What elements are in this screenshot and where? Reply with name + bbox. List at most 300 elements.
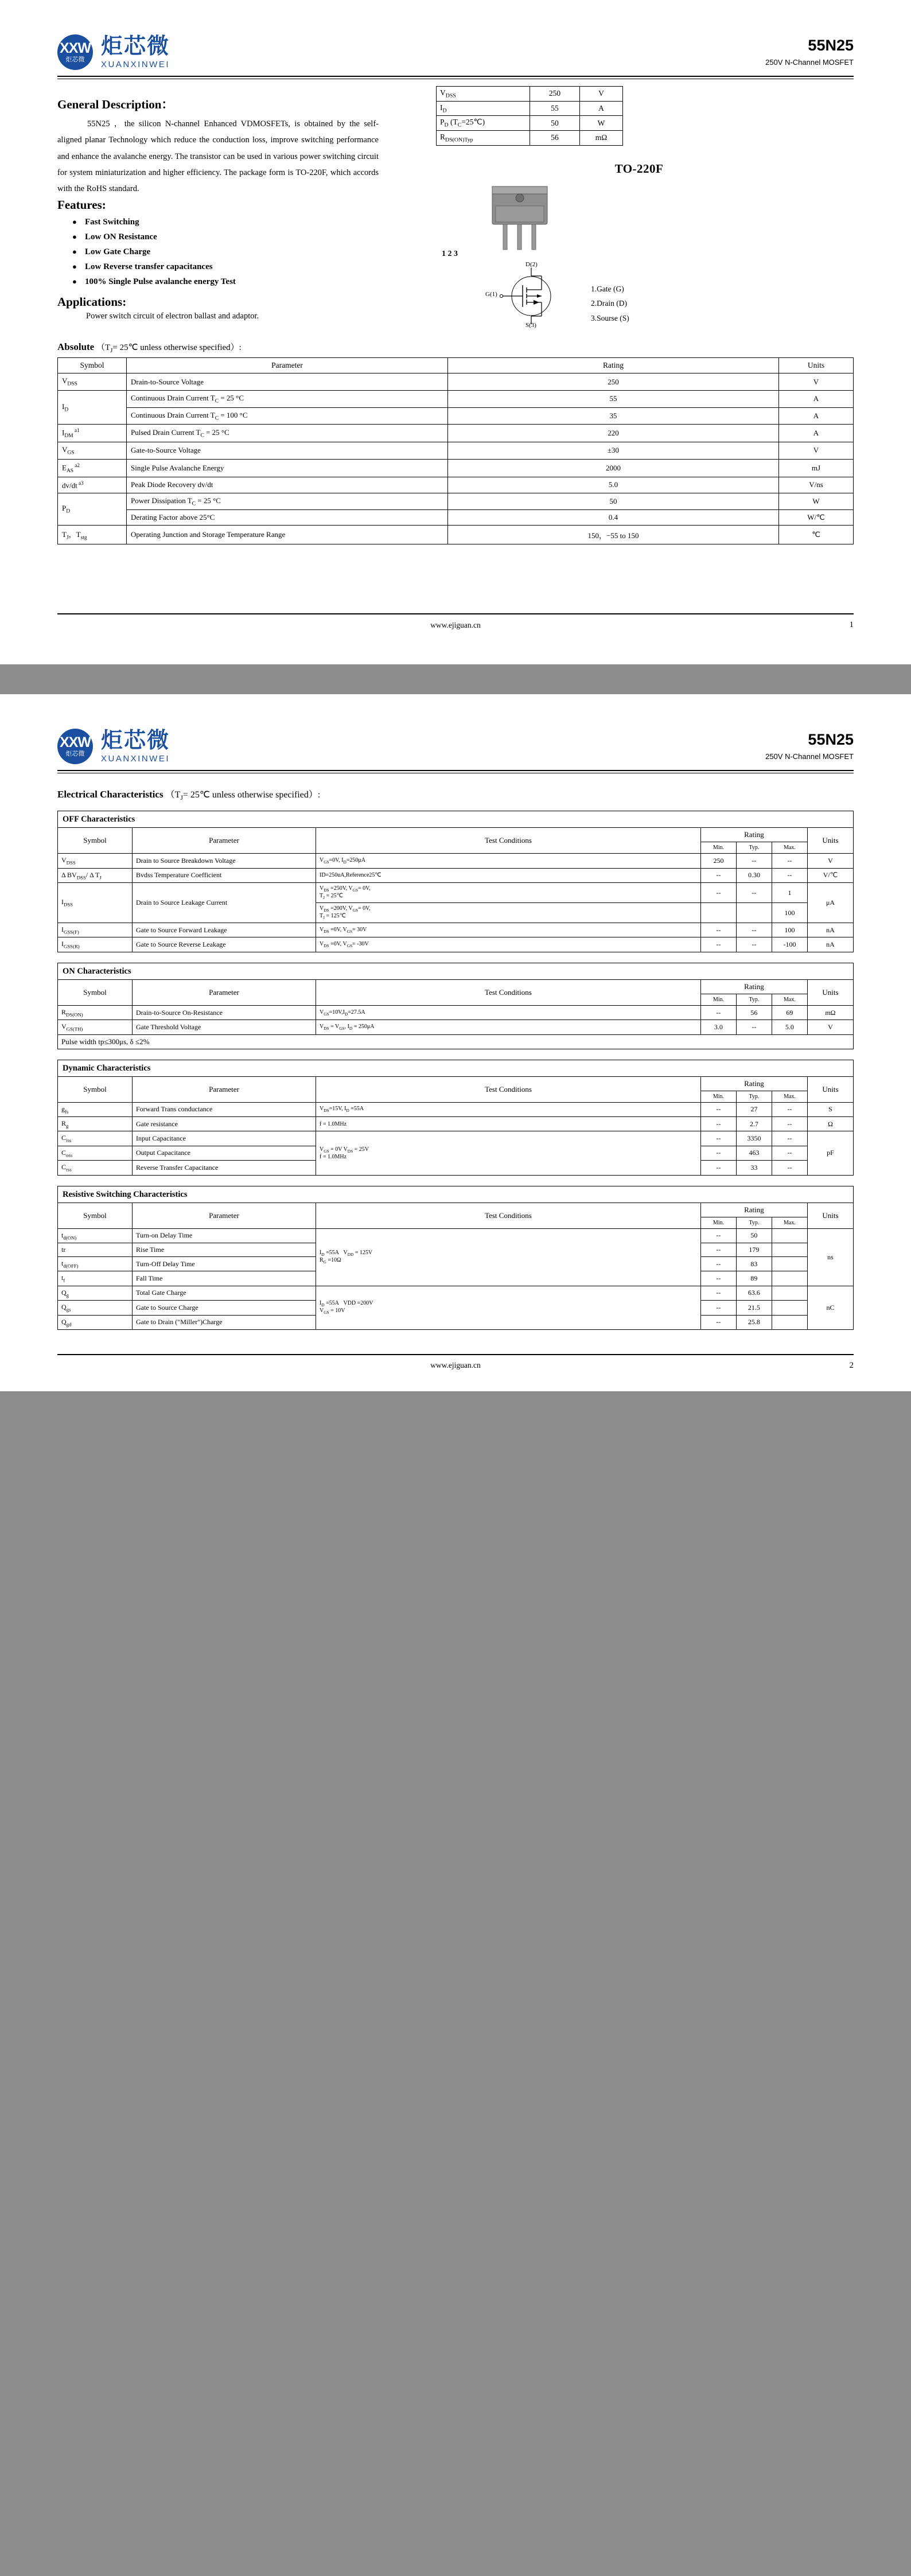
row-min: -- (700, 1315, 736, 1329)
row-max: -100 (772, 937, 807, 952)
row-max: -- (772, 868, 807, 882)
row-symbol: $C_{iss}$ (58, 1131, 133, 1146)
column-header-symbol: Symbol (58, 979, 133, 1005)
page-1 (0, 0, 911, 664)
row-max: -- (772, 1116, 807, 1131)
row-min: -- (700, 1005, 736, 1019)
row-max (772, 1243, 807, 1256)
table-row (437, 87, 623, 102)
row-min: -- (700, 923, 736, 937)
table-row (58, 1116, 854, 1131)
row-symbol: $V_{DSS}$ (58, 854, 133, 868)
row-units: pF (807, 1131, 853, 1175)
row-parameter: Bvdss Temperature Coefficient (133, 868, 316, 882)
electrical-characteristics-caption (57, 787, 854, 801)
row-typ: 89 (736, 1271, 772, 1286)
row-min: -- (700, 883, 736, 903)
switching-characteristics-table (57, 1186, 854, 1330)
row-typ: 25.8 (736, 1315, 772, 1329)
row-symbol: $Q_{gs}$ (58, 1301, 133, 1315)
applications-text: Power switch circuit of electron ballast and adaptor. (86, 312, 259, 321)
row-units: nA (807, 937, 853, 952)
row-symbol: $I_{GSS(R)}$ (58, 937, 133, 952)
row-typ: 463 (736, 1146, 772, 1160)
row-min (700, 903, 736, 923)
general-description-body (57, 116, 379, 197)
dynamic-characteristics-caption: Dynamic Characteristics (63, 1063, 151, 1073)
row-units: A (779, 407, 854, 425)
absolute-ratings-caption-bold: Absolute (57, 341, 95, 353)
row-min: -- (700, 1243, 736, 1256)
quick-spec-value: 50 (530, 116, 580, 131)
row-parameter: Derating Factor above 25°C (127, 510, 448, 526)
row-units: V (779, 442, 854, 460)
logo-badge-initials: XXW (60, 734, 91, 751)
row-symbol: Δ $BV_{DSS}/$ Δ $T_J$ (58, 868, 133, 882)
row-symbol: $P_D$ (58, 493, 127, 526)
table-row (58, 1286, 854, 1300)
row-test-conditions: f = 1.0MHz (316, 1116, 701, 1131)
row-units: ns (807, 1228, 853, 1286)
row-parameter: Drain to Source Breakdown Voltage (133, 854, 316, 868)
row-min: -- (700, 1271, 736, 1286)
row-rating: 5.0 (448, 477, 779, 493)
features-title: Features: (57, 198, 106, 212)
absolute-ratings-caption (57, 341, 854, 354)
row-units: nC (807, 1286, 853, 1329)
header-divider (57, 76, 854, 77)
column-header-units: Units (807, 828, 853, 854)
table-row (58, 1034, 854, 1049)
row-symbol: dv/dt $^{a3}$ (58, 477, 127, 493)
dynamic-characteristics-table (57, 1060, 854, 1176)
row-parameter: Continuous Drain Current $T_C = 100$ °C (127, 407, 448, 425)
table-caption-row (58, 1060, 854, 1076)
row-typ: 2.7 (736, 1116, 772, 1131)
electrical-characteristics-title: Electrical Characteristics (57, 789, 163, 800)
column-header-typ: Typ. (736, 994, 772, 1005)
column-header-rating: Rating (448, 358, 779, 373)
row-parameter: Output Capacitance (133, 1146, 316, 1160)
row-min: -- (700, 1301, 736, 1315)
row-parameter: Power Dissipation $T_C = 25$ °C (127, 493, 448, 510)
row-units: μA (807, 883, 853, 923)
general-description-text: 55N25 ，the silicon N-channel Enhanced VDMOSFETs, is obtained by the self-aligned planar Technology which reduce the conduction loss, improve switching performance and enhance the avalanche energy. The transistor can be used in various power switching circuit for system miniaturization and higher efficiency. The package form is TO-220F, which accords with the RoHS standard. (57, 119, 379, 194)
row-parameter: Pulsed Drain Current $T_C = 25$ °C (127, 425, 448, 442)
column-header-typ: Typ. (736, 842, 772, 854)
row-max (772, 1301, 807, 1315)
row-parameter: Drain-to-Source On-Resistance (133, 1005, 316, 1019)
row-typ: 50 (736, 1228, 772, 1243)
quick-spec-unit: A (580, 101, 623, 116)
row-symbol: $C_{oss}$ (58, 1146, 133, 1160)
column-header-symbol: Symbol (58, 358, 127, 373)
column-header-max: Max. (772, 994, 807, 1005)
row-rating: ±30 (448, 442, 779, 460)
general-description-title: General Description： (57, 98, 174, 111)
quick-spec-value: 56 (530, 131, 580, 146)
row-parameter: Reverse Transfer Capacitance (133, 1161, 316, 1175)
table-row (58, 1228, 854, 1243)
row-symbol: $V_{GS}$ (58, 442, 127, 460)
column-header-typ: Typ. (736, 1217, 772, 1228)
row-units: V (779, 373, 854, 391)
column-header-symbol: Symbol (58, 1203, 133, 1228)
row-max: -- (772, 1146, 807, 1160)
row-max: -- (772, 1161, 807, 1175)
row-units: V (807, 854, 853, 868)
logo-badge-icon (57, 729, 93, 764)
row-parameter: Gate to Source Reverse Leakage (133, 937, 316, 952)
column-header-test-conditions: Test Conditions (316, 1203, 701, 1228)
row-test-conditions: $V_{DS} =200V$, $V_{GS}= 0V$, $T_J$ = 125℃ (316, 903, 701, 923)
row-parameter: Peak Diode Recovery dv/dt (127, 477, 448, 493)
row-units: A (779, 425, 854, 442)
row-max: 100 (772, 923, 807, 937)
table-row (58, 854, 854, 868)
table-caption-row (58, 1186, 854, 1203)
schematic-gate-label: G(1) (485, 290, 497, 298)
package-name: TO-220F (614, 161, 664, 176)
table-row (58, 1005, 854, 1019)
list-item: ● Fast Switching (72, 217, 413, 227)
column-header-test-conditions: Test Conditions (316, 979, 701, 1005)
row-min: -- (700, 1116, 736, 1131)
row-symbol: $Q_{gd}$ (58, 1315, 133, 1329)
column-header-max: Max. (772, 1091, 807, 1102)
row-symbol: $V_{DSS}$ (58, 373, 127, 391)
row-parameter: Total Gate Charge (133, 1286, 316, 1300)
mosfet-schematic-icon (458, 264, 607, 328)
column-header-units: Units (807, 979, 853, 1005)
row-parameter: Drain to Source Leakage Current (133, 883, 316, 923)
column-header-parameter: Parameter (133, 979, 316, 1005)
page-separator (0, 664, 911, 694)
logo-badge-initials: XXW (60, 40, 91, 56)
column-header-rating: Rating (700, 828, 807, 842)
row-symbol: $I_D$ (58, 390, 127, 424)
company-logo (57, 34, 170, 70)
row-symbol: $I_{DSS}$ (58, 883, 133, 923)
row-test-conditions: $I_D =55A$ $V_{DD} = 125V$ $R_G =10\Omega$ (316, 1228, 701, 1286)
table-row (437, 131, 623, 146)
footer-page-number: 1 (849, 620, 854, 630)
header-part-number: 55N25 (808, 37, 854, 54)
row-parameter: Fall Time (133, 1271, 316, 1286)
row-parameter: Gate Threshold Voltage (133, 1020, 316, 1034)
page-header (57, 34, 854, 70)
row-min: 250 (700, 854, 736, 868)
row-parameter: Gate to Drain ("Miller")Charge (133, 1315, 316, 1329)
row-symbol: $C_{rss}$ (58, 1161, 133, 1175)
column-header-test-conditions: Test Conditions (316, 828, 701, 854)
row-parameter: Continuous Drain Current $T_C = 25$ °C (127, 390, 448, 407)
applications-title: Applications: (57, 295, 127, 309)
table-row (58, 526, 854, 544)
row-test-conditions: $V_{GS} = 0V$ $V_{DS} = 25V$ f = 1.0MHz (316, 1131, 701, 1175)
table-row (437, 116, 623, 131)
row-typ: -- (736, 883, 772, 903)
row-min: -- (700, 1286, 736, 1300)
row-parameter: Turn-Off Delay Time (133, 1256, 316, 1271)
row-symbol: $V_{GS(TH)}$ (58, 1020, 133, 1034)
logo-badge-cn: 炬芯微 (65, 750, 85, 758)
row-max: -- (772, 1131, 807, 1146)
row-max (772, 1228, 807, 1243)
logo-company-en: XUANXINWEI (101, 59, 170, 69)
table-row (58, 425, 854, 442)
column-header-parameter: Parameter (133, 828, 316, 854)
row-typ: -- (736, 937, 772, 952)
row-typ: 33 (736, 1161, 772, 1175)
row-rating: 50 (448, 493, 779, 510)
logo-text (101, 729, 170, 764)
row-symbol: $T_J$，$T_{stg}$ (58, 526, 127, 544)
row-max: 5.0 (772, 1020, 807, 1034)
row-symbol: $E_{AS}$ $^{a2}$ (58, 459, 127, 477)
row-typ: 27 (736, 1102, 772, 1116)
table-row (58, 373, 854, 391)
row-rating: 2000 (448, 459, 779, 477)
column-header-rating: Rating (700, 1203, 807, 1217)
row-parameter: Operating Junction and Storage Temperature Range (127, 526, 448, 544)
footer-url[interactable]: www.ejiguan.cn (430, 620, 481, 629)
row-symbol: $I_{DM}$ $^{a1}$ (58, 425, 127, 442)
row-min: -- (700, 1102, 736, 1116)
column-header-typ: Typ. (736, 1091, 772, 1102)
package-drawing (425, 181, 854, 329)
row-typ: 0.30 (736, 868, 772, 882)
row-units: mJ (779, 459, 854, 477)
table-header-row (58, 1076, 854, 1091)
company-logo (57, 729, 170, 764)
table-row (58, 390, 854, 407)
row-max (772, 1286, 807, 1300)
row-parameter: Single Pulse Avalanche Energy (127, 459, 448, 477)
row-units: W/℃ (779, 510, 854, 526)
row-min: -- (700, 1228, 736, 1243)
row-typ: 56 (736, 1005, 772, 1019)
row-parameter: Input Capacitance (133, 1131, 316, 1146)
row-test-conditions: $V_{GS}=10V,I_D=27.5A$ (316, 1005, 701, 1019)
row-rating: 55 (448, 390, 779, 407)
footer-page-number: 2 (849, 1360, 854, 1370)
row-units: V (807, 1020, 853, 1034)
row-max: 1 (772, 883, 807, 903)
schematic-source-label: S(3) (525, 321, 536, 329)
on-characteristics-table (57, 963, 854, 1049)
page-footer (57, 1354, 854, 1371)
row-parameter: Gate resistance (133, 1116, 316, 1131)
schematic-drain-label: D(2) (525, 260, 538, 268)
row-parameter: Gate to Source Charge (133, 1301, 316, 1315)
row-parameter: Forward Trans conductance (133, 1102, 316, 1116)
row-max (772, 1315, 807, 1329)
electrical-characteristics-condition: （$T_J=$ 25℃ unless otherwise specified）: (165, 790, 321, 802)
column-header-min: Min. (700, 1091, 736, 1102)
row-rating: 220 (448, 425, 779, 442)
row-typ: -- (736, 854, 772, 868)
row-test-conditions: $V_{DS} =0V$, $V_{GS}= -30V$ (316, 937, 701, 952)
list-item: ● Low ON Resistance (72, 232, 413, 242)
column-header-rating: Rating (700, 1076, 807, 1091)
table-row (58, 442, 854, 460)
row-parameter: Drain-to-Source Voltage (127, 373, 448, 391)
row-max: -- (772, 854, 807, 868)
header-part-number: 55N25 (808, 731, 854, 749)
quick-spec-symbol: $P_D$ $(T_C=25℃)$ (437, 116, 530, 131)
row-symbol: $g_{fs}$ (58, 1102, 133, 1116)
header-part-info (765, 729, 854, 761)
quick-spec-table (436, 86, 623, 146)
quick-spec-symbol: $I_D$ (437, 101, 530, 116)
off-characteristics-table (57, 811, 854, 952)
table-caption-row (58, 963, 854, 979)
row-symbol: tr (58, 1243, 133, 1256)
table-row (58, 1131, 854, 1146)
logo-company-en: XUANXINWEI (101, 754, 170, 764)
quick-spec-value: 55 (530, 101, 580, 116)
row-min: -- (700, 868, 736, 882)
row-symbol: $R_{DS(ON)}$ (58, 1005, 133, 1019)
row-test-conditions: $V_{DS} = V_{GS}$, $I_D = 250\mu A$ (316, 1020, 701, 1034)
header-part-subtitle: 250V N-Channel MOSFET (765, 752, 854, 761)
row-min: 3.0 (700, 1020, 736, 1034)
quick-spec-unit: V (580, 87, 623, 102)
row-typ (736, 903, 772, 923)
row-min: -- (700, 1161, 736, 1175)
column-header-units: Units (807, 1076, 853, 1102)
list-item: ● Low Gate Charge (72, 247, 413, 257)
table-header-row (58, 1203, 854, 1217)
row-test-conditions: $V_{DS} =0V$, $V_{GS}= 30V$ (316, 923, 701, 937)
row-min: -- (700, 937, 736, 952)
row-max: 69 (772, 1005, 807, 1019)
column-header-units: Units (807, 1203, 853, 1228)
table-row (58, 923, 854, 937)
row-min: -- (700, 1256, 736, 1271)
row-test-conditions: ID=250uA,Reference25℃ (316, 868, 701, 882)
row-parameter: Rise Time (133, 1243, 316, 1256)
header-part-info (765, 34, 854, 67)
row-test-conditions: $V_{DS}=15V$, $I_D =55A$ (316, 1102, 701, 1116)
row-typ: 179 (736, 1243, 772, 1256)
column-header-test-conditions: Test Conditions (316, 1076, 701, 1102)
row-test-conditions: $V_{GS}=0V$, $I_D=250\mu A$ (316, 854, 701, 868)
row-symbol: $Q_g$ (58, 1286, 133, 1300)
column-header-parameter: Parameter (133, 1076, 316, 1102)
table-row (58, 459, 854, 477)
list-item: 3.Sourse (S) (591, 314, 629, 323)
logo-text (101, 35, 170, 69)
row-typ: 83 (736, 1256, 772, 1271)
quick-spec-symbol: $R_{DS(ON)Typ}$ (437, 131, 530, 146)
quick-spec-symbol: $V_{DSS}$ (437, 87, 530, 102)
page-header (57, 729, 854, 764)
off-characteristics-caption: OFF Characteristics (63, 815, 135, 824)
list-item: ● Low Reverse transfer capacitances (72, 262, 413, 272)
page-2 (0, 694, 911, 1391)
table-row (58, 883, 854, 903)
table-row (58, 937, 854, 952)
row-rating: 0.4 (448, 510, 779, 526)
pulse-width-note: Pulse width tp≤300μs, δ ≤2% (58, 1034, 854, 1049)
row-units: V/ns (779, 477, 854, 493)
pin-numbers-label: 1 2 3 (442, 249, 458, 258)
table-row (58, 510, 854, 526)
quick-spec-value: 250 (530, 87, 580, 102)
row-symbol: $t_f$ (58, 1271, 133, 1286)
column-header-max: Max. (772, 842, 807, 854)
table-caption-row (58, 811, 854, 828)
row-test-conditions: $I_D =55A$ VDD =200V $V_{GS} = 10V$ (316, 1286, 701, 1329)
table-row (58, 493, 854, 510)
header-part-subtitle: 250V N-Channel MOSFET (765, 58, 854, 67)
row-units: Ω (807, 1116, 853, 1131)
column-header-rating: Rating (700, 979, 807, 994)
column-header-max: Max. (772, 1217, 807, 1228)
row-parameter: Turn-on Delay Time (133, 1228, 316, 1243)
logo-company-cn: 炬芯微 (101, 33, 170, 59)
column-header-symbol: Symbol (58, 1076, 133, 1102)
table-header-row (58, 979, 854, 994)
row-test-conditions: $V_{DS} =250V$, $V_{GS}= 0V$, $T_J$ = 25℃ (316, 883, 701, 903)
row-parameter: Gate to Source Forward Leakage (133, 923, 316, 937)
row-typ: -- (736, 923, 772, 937)
table-row (58, 1102, 854, 1116)
row-min: -- (700, 1146, 736, 1160)
table-row (58, 407, 854, 425)
list-item: 1.Gate (G) (591, 284, 624, 293)
table-header-row (58, 828, 854, 842)
row-max: 100 (772, 903, 807, 923)
row-units: mΩ (807, 1005, 853, 1019)
column-header-parameter: Parameter (127, 358, 448, 373)
row-parameter: Gate-to-Source Voltage (127, 442, 448, 460)
absolute-ratings-table (57, 357, 854, 544)
column-header-symbol: Symbol (58, 828, 133, 854)
table-row (437, 101, 623, 116)
row-symbol: $I_{GSS(F)}$ (58, 923, 133, 937)
row-units: ℃ (779, 526, 854, 544)
row-units: A (779, 390, 854, 407)
row-min: -- (700, 1131, 736, 1146)
absolute-ratings-caption-rest: （$T_J=$ 25℃ unless otherwise specified）: (96, 343, 242, 355)
logo-badge-cn: 炬芯微 (65, 56, 85, 63)
row-max (772, 1256, 807, 1271)
logo-company-cn: 炬芯微 (101, 727, 170, 753)
list-item: 2.Drain (D) (591, 299, 627, 308)
row-rating: 150，−55 to 150 (448, 526, 779, 544)
row-typ: 21.5 (736, 1301, 772, 1315)
row-units: nA (807, 923, 853, 937)
row-typ: -- (736, 1020, 772, 1034)
footer-url[interactable]: www.ejiguan.cn (430, 1361, 481, 1370)
column-header-units: Units (779, 358, 854, 373)
row-units: W (779, 493, 854, 510)
row-max: -- (772, 1102, 807, 1116)
row-symbol: $t_{d(OFF)}$ (58, 1256, 133, 1271)
switching-characteristics-caption: Resistive Switching Characteristics (63, 1189, 188, 1199)
quick-spec-unit: mΩ (580, 131, 623, 146)
logo-badge-icon (57, 34, 93, 70)
table-row (58, 477, 854, 493)
column-header-parameter: Parameter (133, 1203, 316, 1228)
row-units: V/℃ (807, 868, 853, 882)
features-list (57, 217, 413, 287)
table-header-row (58, 358, 854, 373)
column-header-min: Min. (700, 842, 736, 854)
